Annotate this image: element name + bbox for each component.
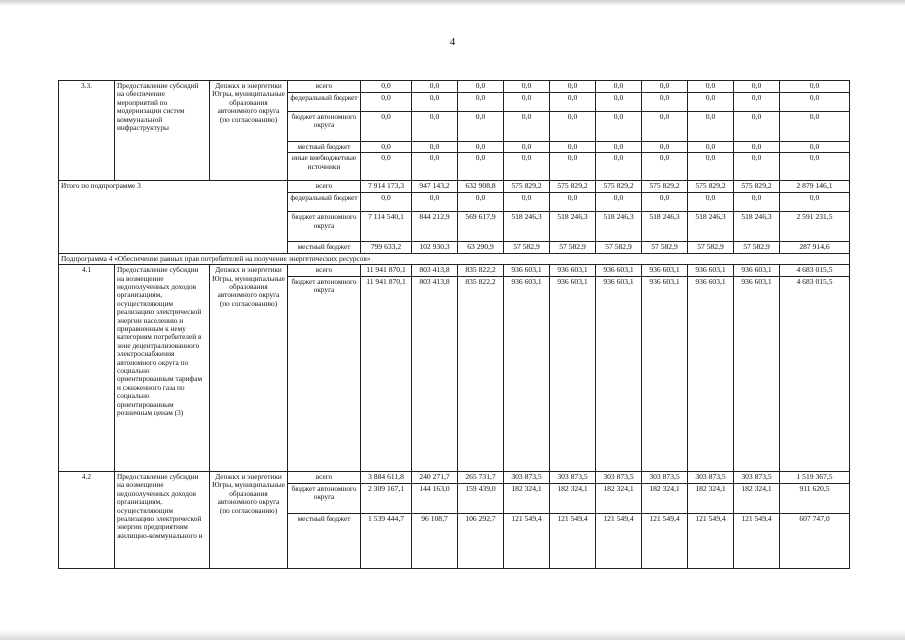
amount-cell: 844 212,9: [412, 212, 458, 242]
funding-source: местный бюджет: [288, 141, 361, 153]
amount-cell: 518 246,3: [550, 212, 596, 242]
subprogram-title: Подпрограмма 4 «Обеспечение равных прав потребителей на получение энергетических ресурсов»: [59, 253, 850, 264]
amount-cell: 11 941 870,1: [361, 276, 412, 471]
amount-cell: 0,0: [458, 111, 504, 141]
subtotal-label: Итого по подпрограмме 3: [59, 181, 288, 253]
funding-source: иные внебюджетные источники: [288, 153, 361, 181]
amount-cell: 0,0: [550, 141, 596, 153]
amount-cell: 0,0: [596, 141, 642, 153]
funding-source: бюджет автономного округа: [288, 276, 361, 471]
amount-cell: 57 582,9: [734, 242, 780, 254]
amount-cell: 121 549,4: [734, 513, 780, 568]
executor-name: Депжкх и энергетики Югры, муниципальные образования автономного округа (по согласованию): [210, 471, 288, 568]
amount-cell: 3 884 611,8: [361, 471, 412, 483]
amount-cell: 0,0: [504, 111, 550, 141]
amount-cell: 182 324,1: [550, 483, 596, 513]
amount-cell: 2 591 231,5: [780, 212, 850, 242]
amount-cell: 936 603,1: [688, 276, 734, 471]
amount-cell: 607 747,0: [780, 513, 850, 568]
funding-source: местный бюджет: [288, 242, 361, 254]
amount-cell: 835 822,2: [458, 265, 504, 277]
amount-cell: 96 108,7: [412, 513, 458, 568]
amount-cell: 303 873,5: [688, 471, 734, 483]
amount-cell: 911 620,5: [780, 483, 850, 513]
amount-cell: 0,0: [550, 193, 596, 212]
amount-cell: 0,0: [642, 141, 688, 153]
amount-cell: 2 879 146,1: [780, 181, 850, 193]
amount-cell: 0,0: [504, 81, 550, 93]
amount-cell: 569 617,9: [458, 212, 504, 242]
amount-cell: 303 873,5: [642, 471, 688, 483]
row-index: 4.2: [59, 471, 115, 568]
amount-cell: 0,0: [412, 141, 458, 153]
amount-cell: 11 941 870,1: [361, 265, 412, 277]
amount-cell: 936 603,1: [734, 265, 780, 277]
amount-cell: 0,0: [458, 92, 504, 111]
amount-cell: 0,0: [361, 141, 412, 153]
table-row: [59, 265, 850, 277]
amount-cell: 0,0: [734, 141, 780, 153]
amount-cell: 518 246,3: [504, 212, 550, 242]
amount-cell: 0,0: [596, 153, 642, 181]
amount-cell: 0,0: [596, 193, 642, 212]
amount-cell: 4 683 015,5: [780, 276, 850, 471]
amount-cell: 936 603,1: [642, 265, 688, 277]
amount-cell: 0,0: [734, 153, 780, 181]
amount-cell: 518 246,3: [734, 212, 780, 242]
table-row: [59, 471, 850, 483]
amount-cell: 121 549,4: [596, 513, 642, 568]
amount-cell: 0,0: [504, 193, 550, 212]
amount-cell: 240 271,7: [412, 471, 458, 483]
amount-cell: 0,0: [780, 111, 850, 141]
amount-cell: 575 829,2: [688, 181, 734, 193]
amount-cell: 0,0: [688, 81, 734, 93]
amount-cell: 0,0: [688, 193, 734, 212]
amount-cell: 936 603,1: [550, 276, 596, 471]
amount-cell: 0,0: [688, 153, 734, 181]
amount-cell: 1 519 367,5: [780, 471, 850, 483]
amount-cell: 303 873,5: [504, 471, 550, 483]
amount-cell: 0,0: [550, 92, 596, 111]
amount-cell: 57 582,9: [642, 242, 688, 254]
amount-cell: 57 582,9: [596, 242, 642, 254]
executor-name: Депжкх и энергетики Югры, муниципальные образования автономного округа (по согласованию): [210, 265, 288, 472]
amount-cell: 632 908,8: [458, 181, 504, 193]
amount-cell: 518 246,3: [596, 212, 642, 242]
amount-cell: 0,0: [412, 111, 458, 141]
amount-cell: 63 290,9: [458, 242, 504, 254]
funding-source: бюджет автономного округа: [288, 111, 361, 141]
amount-cell: 0,0: [780, 92, 850, 111]
amount-cell: 575 829,2: [596, 181, 642, 193]
amount-cell: 0,0: [361, 92, 412, 111]
amount-cell: 121 549,4: [688, 513, 734, 568]
amount-cell: 7 114 540,1: [361, 212, 412, 242]
executor-name: Депжкх и энергетики Югры, муниципальные образования автономного округа (по согласованию): [210, 81, 288, 181]
subprogram-title-row: [59, 253, 850, 264]
funding-source: федеральный бюджет: [288, 92, 361, 111]
amount-cell: 7 914 173,3: [361, 181, 412, 193]
amount-cell: 0,0: [642, 92, 688, 111]
amount-cell: 0,0: [780, 141, 850, 153]
amount-cell: 575 829,2: [734, 181, 780, 193]
amount-cell: 0,0: [458, 141, 504, 153]
amount-cell: 0,0: [412, 81, 458, 93]
amount-cell: 803 413,8: [412, 276, 458, 471]
amount-cell: 936 603,1: [596, 276, 642, 471]
amount-cell: 2 309 167,1: [361, 483, 412, 513]
amount-cell: 936 603,1: [550, 265, 596, 277]
amount-cell: 287 914,6: [780, 242, 850, 254]
table-row: [59, 181, 850, 193]
funding-source: всего: [288, 181, 361, 193]
amount-cell: 0,0: [780, 153, 850, 181]
amount-cell: 0,0: [458, 153, 504, 181]
amount-cell: 303 873,5: [596, 471, 642, 483]
amount-cell: 0,0: [734, 81, 780, 93]
row-index: 4.1: [59, 265, 115, 472]
funding-source: федеральный бюджет: [288, 193, 361, 212]
amount-cell: 182 324,1: [596, 483, 642, 513]
budget-table-body: [59, 81, 850, 569]
amount-cell: 0,0: [780, 81, 850, 93]
amount-cell: 1 539 444,7: [361, 513, 412, 568]
amount-cell: 799 633,2: [361, 242, 412, 254]
amount-cell: 106 292,7: [458, 513, 504, 568]
amount-cell: 0,0: [734, 111, 780, 141]
amount-cell: 936 603,1: [642, 276, 688, 471]
amount-cell: 0,0: [688, 92, 734, 111]
amount-cell: 803 413,8: [412, 265, 458, 277]
amount-cell: 0,0: [596, 92, 642, 111]
funding-source: всего: [288, 471, 361, 483]
amount-cell: 303 873,5: [550, 471, 596, 483]
amount-cell: 4 683 015,5: [780, 265, 850, 277]
amount-cell: 0,0: [780, 193, 850, 212]
amount-cell: 0,0: [458, 193, 504, 212]
amount-cell: 518 246,3: [688, 212, 734, 242]
amount-cell: 936 603,1: [596, 265, 642, 277]
amount-cell: 57 582,9: [688, 242, 734, 254]
amount-cell: 575 829,2: [504, 181, 550, 193]
amount-cell: 121 549,4: [504, 513, 550, 568]
amount-cell: 936 603,1: [734, 276, 780, 471]
funding-source: бюджет автономного округа: [288, 483, 361, 513]
measure-name: Предоставление субсидии на возмещение недополученных доходов организациям, осуществляющим реализацию электрической энергии предприятиям жилищно-коммунального и: [115, 471, 210, 568]
amount-cell: 182 324,1: [504, 483, 550, 513]
amount-cell: 0,0: [458, 81, 504, 93]
amount-cell: 102 930,3: [412, 242, 458, 254]
amount-cell: 0,0: [504, 92, 550, 111]
table-row: [59, 81, 850, 93]
funding-source: бюджет автономного округа: [288, 212, 361, 242]
amount-cell: 0,0: [642, 153, 688, 181]
amount-cell: 518 246,3: [642, 212, 688, 242]
amount-cell: 0,0: [642, 111, 688, 141]
funding-source: всего: [288, 265, 361, 277]
amount-cell: 0,0: [642, 193, 688, 212]
amount-cell: 0,0: [596, 81, 642, 93]
amount-cell: 947 143,2: [412, 181, 458, 193]
budget-table: [58, 80, 850, 569]
amount-cell: 0,0: [734, 92, 780, 111]
scan-bottom-edge: [0, 630, 905, 640]
amount-cell: 0,0: [412, 153, 458, 181]
funding-source: местный бюджет: [288, 513, 361, 568]
amount-cell: 575 829,2: [550, 181, 596, 193]
amount-cell: 182 324,1: [642, 483, 688, 513]
amount-cell: 121 549,4: [642, 513, 688, 568]
amount-cell: 182 324,1: [688, 483, 734, 513]
measure-name: Предоставление субсидий на обеспечение мероприятий по модернизации систем коммунальной инфраструктуры: [115, 81, 210, 181]
row-index: 3.3.: [59, 81, 115, 181]
amount-cell: 0,0: [688, 141, 734, 153]
amount-cell: 303 873,5: [734, 471, 780, 483]
amount-cell: 0,0: [361, 81, 412, 93]
amount-cell: 57 582,9: [550, 242, 596, 254]
funding-source: всего: [288, 81, 361, 93]
amount-cell: 0,0: [412, 92, 458, 111]
scan-top-edge: [0, 0, 905, 6]
amount-cell: 57 582,9: [504, 242, 550, 254]
amount-cell: 0,0: [361, 111, 412, 141]
amount-cell: 0,0: [361, 153, 412, 181]
amount-cell: 936 603,1: [504, 265, 550, 277]
amount-cell: 144 163,0: [412, 483, 458, 513]
amount-cell: 0,0: [361, 193, 412, 212]
amount-cell: 0,0: [504, 153, 550, 181]
amount-cell: 0,0: [734, 193, 780, 212]
amount-cell: 936 603,1: [504, 276, 550, 471]
amount-cell: 0,0: [550, 81, 596, 93]
amount-cell: 182 324,1: [734, 483, 780, 513]
amount-cell: 0,0: [596, 111, 642, 141]
amount-cell: 0,0: [642, 81, 688, 93]
measure-name: Предоставление субсидии на возмещение недополученных доходов организациям, осуществляющим реализацию электрической энергии населению и приравненным к нему категориям потребителей в зоне децентрализованного электроснабжения автономного округа по социально ориентированным тарифам и сжиженного газа по социально ориентированным розничным ценам (3): [115, 265, 210, 472]
amount-cell: 835 822,2: [458, 276, 504, 471]
amount-cell: 0,0: [688, 111, 734, 141]
amount-cell: 121 549,4: [550, 513, 596, 568]
amount-cell: 265 731,7: [458, 471, 504, 483]
amount-cell: 0,0: [550, 111, 596, 141]
amount-cell: 0,0: [504, 141, 550, 153]
amount-cell: 575 829,2: [642, 181, 688, 193]
amount-cell: 159 439,0: [458, 483, 504, 513]
amount-cell: 0,0: [550, 153, 596, 181]
amount-cell: 936 603,1: [688, 265, 734, 277]
page-number: 4: [449, 36, 456, 48]
amount-cell: 0,0: [412, 193, 458, 212]
